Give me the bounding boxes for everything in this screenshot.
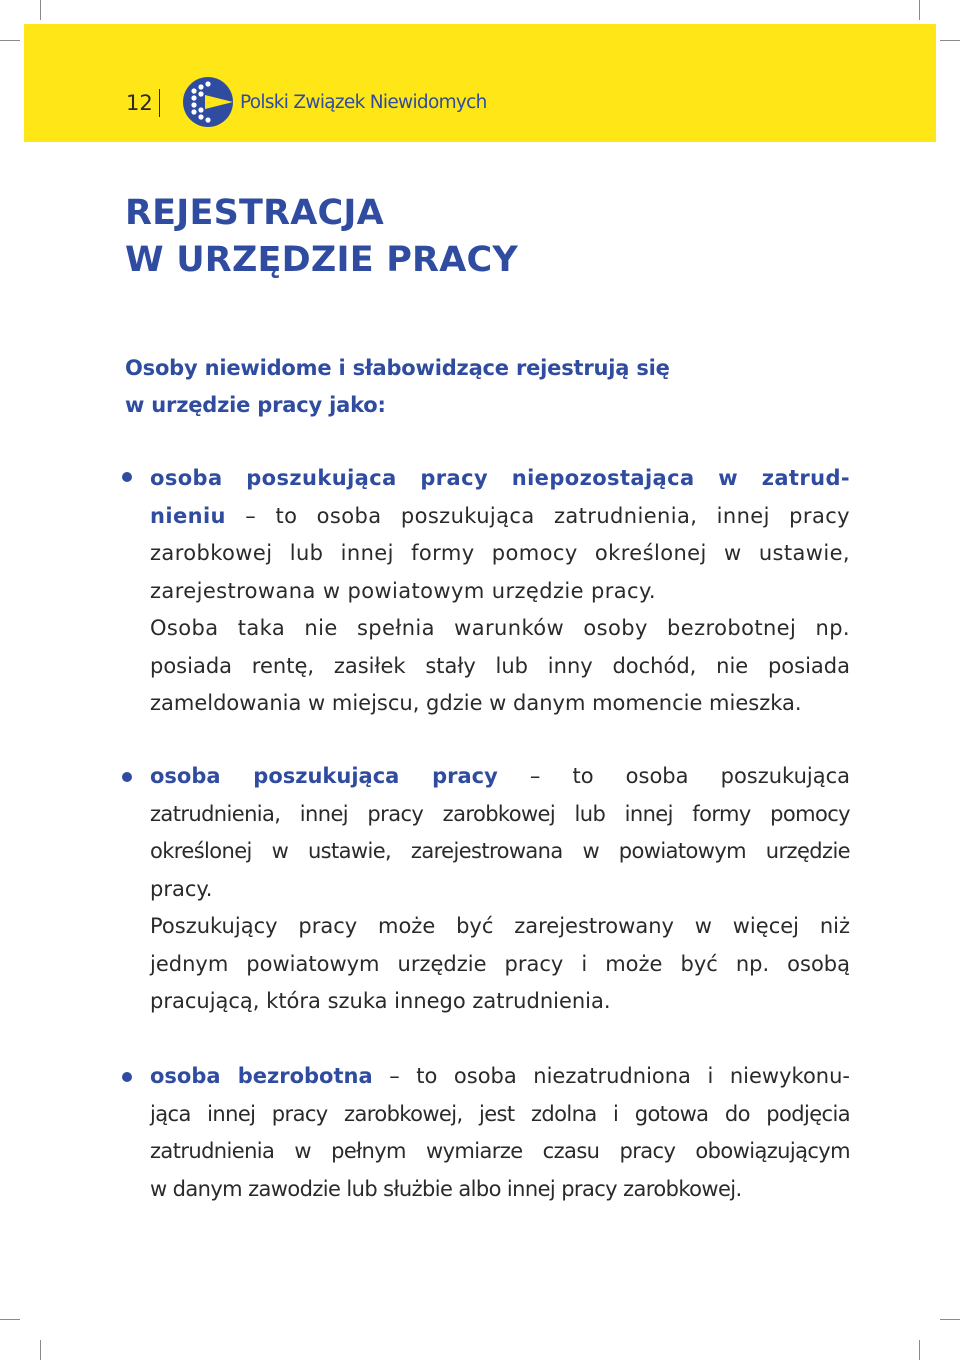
item-line [150,610,850,648]
page-title [125,190,518,284]
bullet-icon [122,472,132,482]
item-text: zarobkowej lub innej formy pomocy określonej w ustawie, [150,541,850,565]
item-line [150,946,850,984]
list-item [150,1058,850,1208]
item-text: pracy. [150,876,213,901]
list-item [150,758,850,1021]
crop-mark [940,40,960,41]
item-line [150,1058,850,1096]
page-header [24,24,936,142]
item-text: pracującą, która szuka innego zatrudnienia. [150,989,611,1013]
item-line [150,983,850,1021]
item-text: zameldowania w miejscu, gdzie w danym momencie mieszka. [150,691,802,715]
item-line [150,796,850,834]
item-line [150,833,850,871]
item-text: w danym zawodzie lub służbie albo innej pracy zarobkowej. [150,1176,742,1201]
item-text: Poszukujący pracy może być zarejestrowany w więcej niż [150,914,850,938]
intro-text [125,350,670,424]
item-text: – to osoba poszukująca zatrudnienia, innej pracy [225,503,850,528]
item-text: zarejestrowana w powiatowym urzędzie pracy. [150,578,656,603]
item-line [150,648,850,686]
item-text: – to osoba niezatrudniona i niewykonu- [372,1064,850,1088]
item-line [150,460,850,498]
crop-mark [40,1340,41,1360]
item-line [150,758,850,796]
bullet-icon [122,772,132,782]
pzn-logo-icon [183,77,233,127]
page-number-divider [159,89,160,117]
item-term: osoba poszukująca pracy [150,764,498,788]
crop-mark [940,1319,960,1320]
bullet-icon [122,1072,132,1082]
list-item [150,460,850,723]
item-line [150,685,850,723]
item-line [150,871,850,909]
item-text: – to osoba poszukująca [497,764,851,788]
organization-name: Polski Związek Niewidomych [240,92,487,113]
item-term: nieniu [150,503,226,528]
item-term: osoba poszukująca pracy niepozostająca w zatrud- [150,466,850,490]
item-term: osoba bezrobotna [150,1064,373,1088]
intro-line: w urzędzie pracy jako: [125,393,386,417]
item-text: jąca innej pracy zarobkowej, jest zdolna i gotowa do podjęcia [150,1101,850,1126]
item-text: zatrudnienia w pełnym wymiarze czasu pracy obowiązującym [150,1139,850,1163]
crop-mark [919,1340,920,1360]
page-number: 12 [126,91,153,115]
item-line [150,535,850,573]
item-text: zatrudnienia, innej pracy zarobkowej lub innej formy pomocy [150,801,850,826]
crop-mark [0,1319,20,1320]
item-line [150,1133,850,1171]
item-line [150,1096,850,1134]
intro-line: Osoby niewidome i słabowidzące rejestrują się [125,356,670,380]
crop-mark [0,40,20,41]
item-line [150,573,850,611]
item-line [150,498,850,536]
item-line [150,1171,850,1209]
crop-mark [40,0,41,20]
item-line [150,908,850,946]
item-text: określonej w ustawie, zarejestrowana w powiatowym urzędzie [150,839,850,863]
item-text: Osoba taka nie spełnia warunków osoby bezrobotnej np. [150,616,850,640]
title-line: W URZĘDZIE PRACY [125,240,518,280]
title-line: REJESTRACJA [125,193,384,233]
item-text: posiada rentę, zasiłek stały lub inny dochód, nie posiada [150,653,850,678]
item-text: jednym powiatowym urzędzie pracy i może być np. osobą [150,951,850,976]
crop-mark [919,0,920,20]
